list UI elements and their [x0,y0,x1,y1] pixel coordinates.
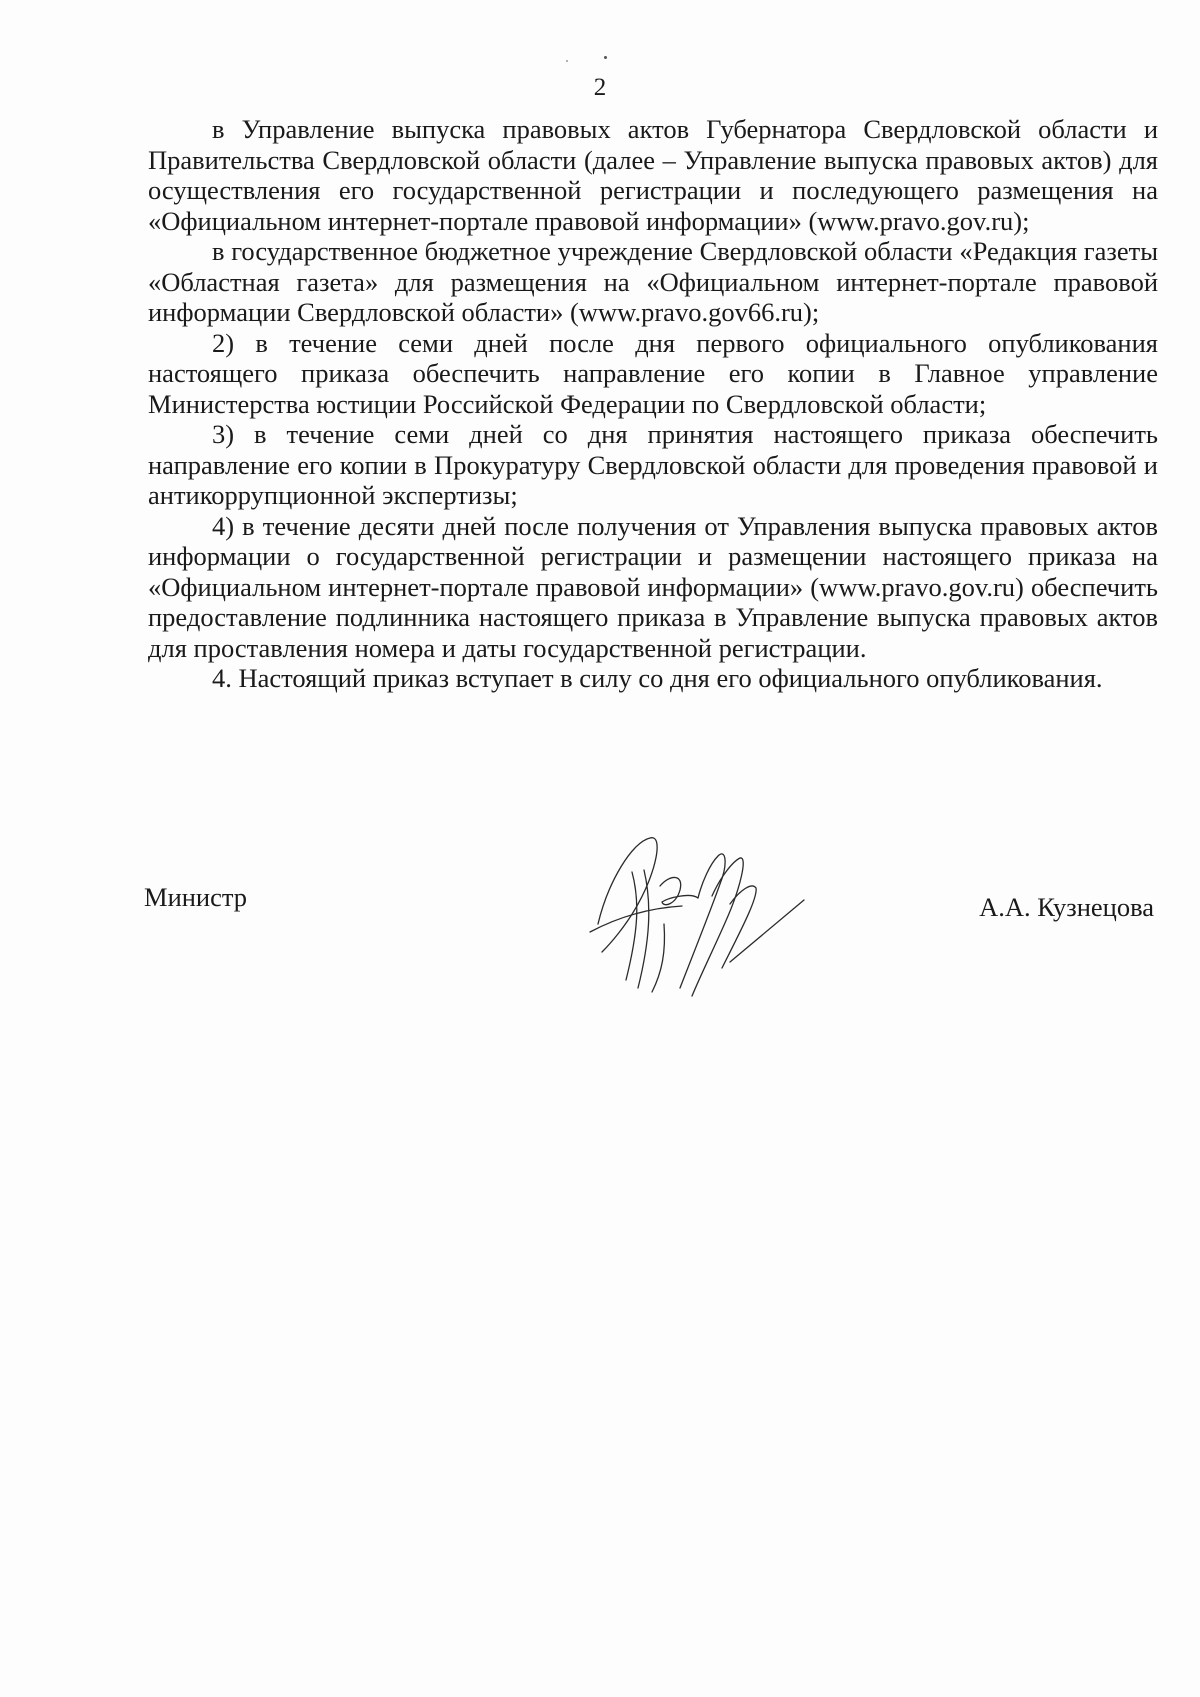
paragraph-item-2: 2) в течение семи дней после дня первого официального опубликования настоящего приказа обеспечить направление его копии в Главное управление Министерства юстиции Российской Федерации по Свердловской области; [148,327,1158,419]
signatory-title: Министр [144,882,248,912]
signatory-name: А.А. Кузнецова [979,892,1154,922]
scan-speck [604,56,607,59]
page-number: 2 [593,74,607,101]
scan-speck [566,60,568,62]
paragraph-effective-date: 4. Настоящий приказ вступает в силу со дня его официального опубликования. [212,663,1103,693]
paragraph-item-4: 4) в течение десяти дней после получения от Управления выпуска правовых актов информации о государственной регистрации и размещении настоящего приказа на «Официальном интернет-портале правовой информации» (www.pravo.gov.ru) обеспечить предоставление подлинника настоящего приказа в Управление выпуска правовых актов для проставления номера и даты государственной регистрации. [148,510,1158,663]
paragraph-item-3: 3) в течение семи дней со дня принятия настоящего приказа обеспечить направление его копии в Прокуратуру Свердловской области для проведения правовой и антикоррупционной экспертизы; [148,419,1158,510]
document-body [148,114,1158,694]
paragraph-legal-acts-office: в Управление выпуска правовых актов Губернатора Свердловской области и Правительства Свердловской области (далее – Управление выпуска правовых актов) для осуществления его государственной регистрации и последующего размещения на «Официальном интернет-портале правовой информации» (www.pravo.gov.ru); [148,114,1158,236]
paragraph-oblast-gazette: в государственное бюджетное учреждение Свердловской области «Редакция газеты «Областная газета» для размещения на «Официальном интернет-портале правовой информации Свердловской области» (www.pravo.gov66.ru); [148,236,1158,327]
handwritten-signature [580,812,810,1002]
